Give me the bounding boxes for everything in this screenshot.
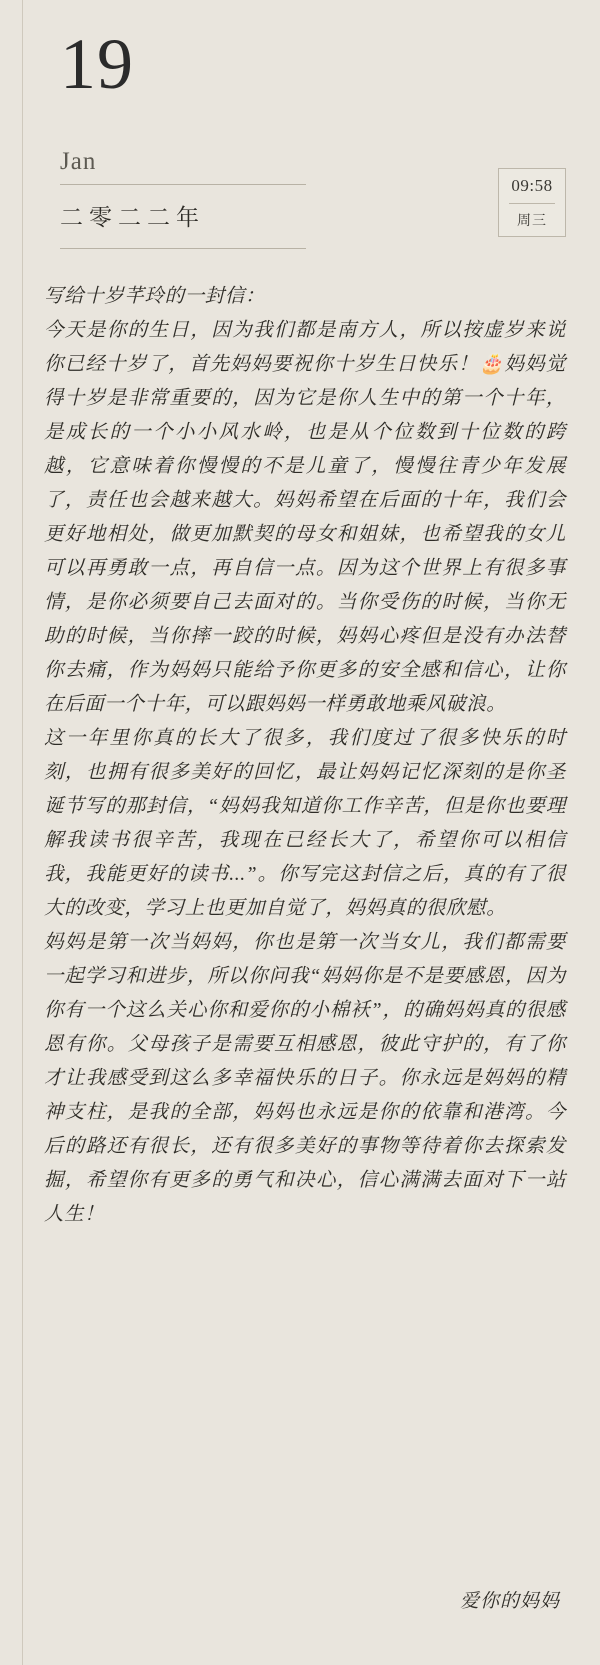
letter-salutation: 写给十岁芊玲的一封信： [44, 286, 266, 307]
month-label: Jan [60, 148, 97, 175]
letter-body [44, 280, 566, 1232]
header-divider-bottom [60, 248, 306, 249]
time-text: 09:58 [511, 176, 553, 195]
day-number: 19 [60, 24, 134, 104]
letter-paragraph-2: 这一年里你真的长大了很多，我们度过了很多快乐的时刻，也拥有很多美好的回忆，最让妈妈记忆深刻的是你圣诞节写的那封信，“妈妈我知道你工作辛苦，但是你也要理解我读书很辛苦，我现在已经长大了，希望你可以相信我，我能更好的读书...”。你写完这封信之后，真的有了很大的改变，学习上也更加自觉了，妈妈真的很欣慰。 [44, 728, 566, 919]
time-badge-divider [509, 203, 555, 204]
letter-paragraph-3: 妈妈是第一次当妈妈，你也是第一次当女儿，我们都需要一起学习和进步，所以你问我“妈妈你是不是要感恩，因为你有一个这么关心你和爱你的小棉袄”，的确妈妈真的很感恩有你。父母孩子是需要互相感恩，彼此守护的，有了你才让我感受到这么多幸福快乐的日子。你永远是妈妈的精神支柱，是我的全部，妈妈也永远是你的依靠和港湾。今后的路还有很长，还有很多美好的事物等待着你去探索发掘，希望你有更多的勇气和决心，信心满满去面对下一站人生！ [44, 932, 566, 1225]
time-badge [498, 168, 566, 237]
letter-signature: 爱你的妈妈 [459, 1591, 560, 1612]
header-divider-top [60, 184, 306, 185]
year-label: 二零二二年 [60, 205, 205, 230]
left-margin-rule [22, 0, 23, 1665]
letter-paragraph-1: 今天是你的生日，因为我们都是南方人，所以按虚岁来说你已经十岁了，首先妈妈要祝你十岁生日快乐！🎂妈妈觉得十岁是非常重要的，因为它是你人生中的第一个十年，是成长的一个小小风水岭，也是从个位数到十位数的跨越，它意味着你慢慢的不是儿童了，慢慢往青少年发展了，责任也会越来越大。妈妈希望在后面的十年，我们会更好地相处，做更加默契的母女和姐妹，也希望我的女儿可以再勇敢一点，再自信一点。因为这个世界上有很多事情，是你必须要自己去面对的。当你受伤的时候，当你无助的时候，当你摔一跤的时候，妈妈心疼但是没有办法替你去痛，作为妈妈只能给予你更多的安全感和信心，让你在后面一个十年，可以跟妈妈一样勇敢地乘风破浪。 [44, 320, 566, 715]
weekday-text: 周三 [517, 214, 547, 229]
